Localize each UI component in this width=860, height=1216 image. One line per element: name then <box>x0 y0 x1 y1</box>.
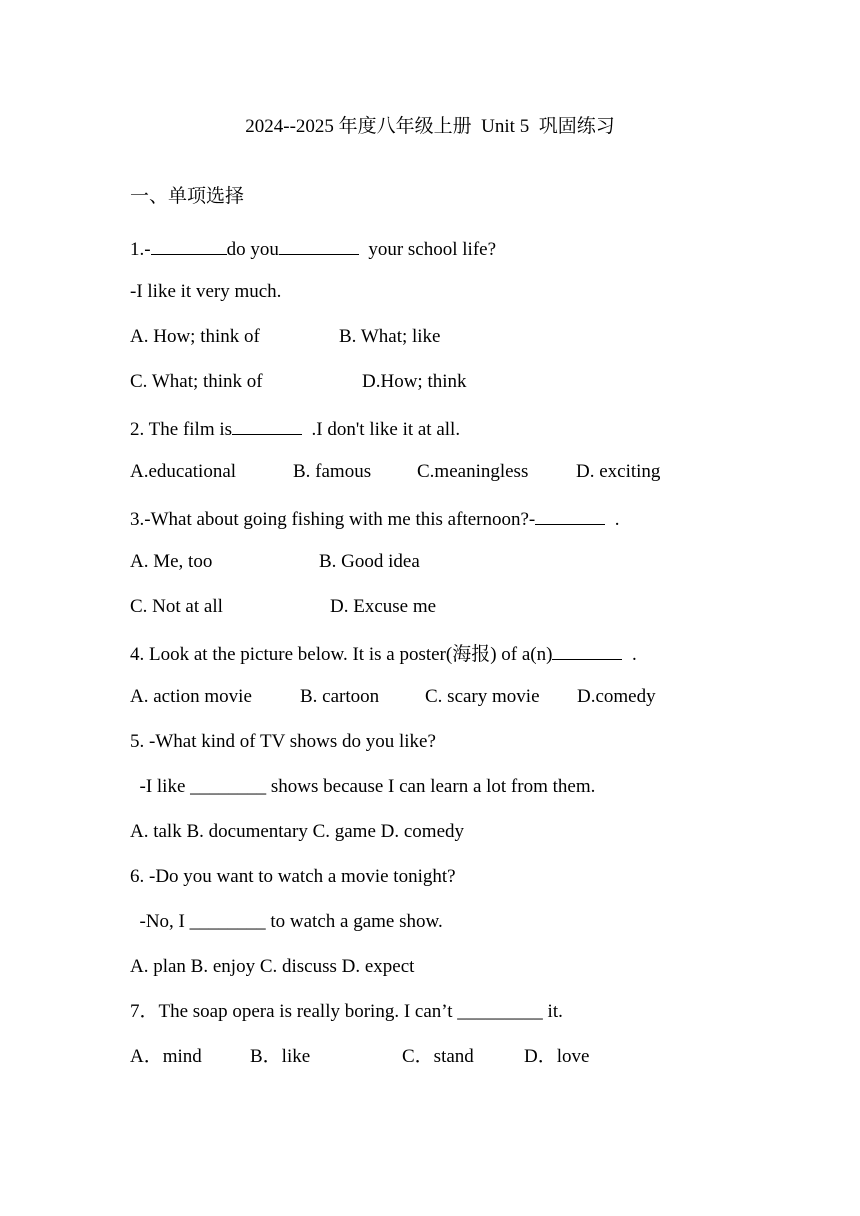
question-6: 6. -Do you want to watch a movie tonight? <box>130 866 456 887</box>
question-1-suffix: your school life? <box>358 239 497 260</box>
option-a: A. action movie <box>130 686 252 707</box>
option-c: C.meaningless <box>417 461 529 482</box>
question-7: 7．The soap opera is really boring. I can’t _________ it. <box>130 1001 563 1022</box>
option-b: B. cartoon <box>300 686 380 707</box>
option-c: C. scary movie <box>425 686 540 707</box>
answer-blank <box>535 506 605 525</box>
option-d: D.comedy <box>577 686 656 707</box>
question-3-suffix: . <box>605 509 620 530</box>
question-5-reply: -I like ________ shows because I can learn a lot from them. <box>130 776 596 797</box>
option-b: B. What; like <box>339 326 441 347</box>
question-4 <box>130 641 637 666</box>
option-d: D．love <box>524 1046 590 1067</box>
question-2-suffix: .I don't like it at all. <box>302 419 461 440</box>
option-d: D. exciting <box>576 461 661 482</box>
option-a: A．mind <box>130 1046 202 1067</box>
option-a: A. Me, too <box>130 551 213 572</box>
option-c: C. Not at all <box>130 596 223 617</box>
question-5-options: A. talk B. documentary C. game D. comedy <box>130 821 465 842</box>
section-heading: 一、单项选择 <box>130 186 245 207</box>
question-6-options: A. plan B. enjoy C. discuss D. expect <box>130 956 415 977</box>
question-1-prefix: 1.- <box>130 239 151 260</box>
question-1 <box>130 236 496 261</box>
question-6-reply: -No, I ________ to watch a game show. <box>130 911 443 932</box>
option-b: B. Good idea <box>319 551 420 572</box>
question-3-prefix: 3.-What about going fishing with me this afternoon?- <box>130 509 536 530</box>
question-5: 5. -What kind of TV shows do you like? <box>130 731 436 752</box>
question-3 <box>130 506 620 531</box>
option-c: C. What; think of <box>130 371 263 392</box>
answer-blank <box>232 416 302 435</box>
option-b: B. famous <box>293 461 372 482</box>
answer-blank <box>279 236 359 255</box>
answer-blank <box>552 641 622 660</box>
option-a: A. How; think of <box>130 326 260 347</box>
option-c: C．stand <box>402 1046 474 1067</box>
question-1-reply: -I like it very much. <box>130 281 282 302</box>
option-d: D.How; think <box>362 371 467 392</box>
option-d: D. Excuse me <box>330 596 437 617</box>
question-2 <box>130 416 460 441</box>
question-4-prefix: 4. Look at the picture below. It is a poster(海报) of a(n) <box>130 644 553 665</box>
question-1-middle: do you <box>226 239 279 260</box>
answer-blank <box>151 236 227 255</box>
question-2-prefix: 2. The film is <box>130 419 233 440</box>
page-title: 2024--2025 年度八年级上册 Unit 5 巩固练习 <box>245 116 615 137</box>
question-4-suffix: . <box>622 644 637 665</box>
option-a: A.educational <box>130 461 237 482</box>
option-b: B．like <box>250 1046 311 1067</box>
